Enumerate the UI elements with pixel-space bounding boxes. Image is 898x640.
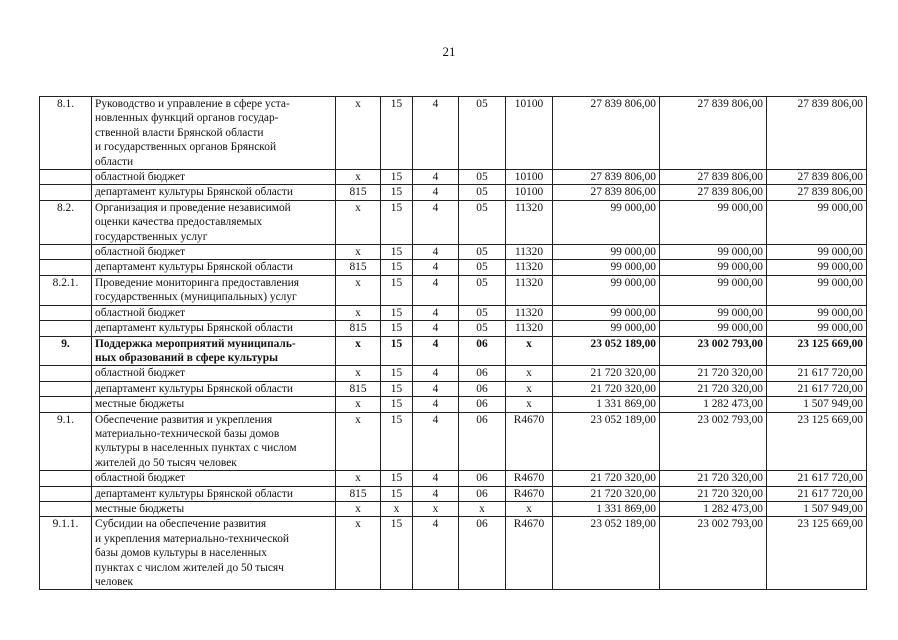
cell-code-admin: 815: [336, 185, 381, 200]
cell-item-name-line: ных образований в сфере культуры: [95, 351, 278, 364]
cell-code-program: 15: [381, 260, 413, 275]
cell-item-number: 9.1.: [40, 412, 92, 471]
cell-item-name: [92, 275, 336, 305]
cell-code-program: 15: [381, 486, 413, 501]
cell-code-direction: х: [506, 501, 553, 516]
cell-amount-year1: 23 052 189,00: [553, 517, 660, 590]
cell-item-name-line: областной бюджет: [95, 246, 185, 259]
cell-amount-year1: 1 331 869,00: [553, 397, 660, 412]
cell-code-program: х: [381, 501, 413, 516]
page-number: 21: [442, 44, 456, 59]
cell-amount-year2: 23 002 793,00: [660, 336, 767, 366]
cell-code-main-event: 05: [459, 200, 506, 244]
cell-item-number: [40, 305, 92, 320]
cell-item-name: [92, 200, 336, 244]
cell-code-main-event: 06: [459, 517, 506, 590]
cell-item-name: [92, 336, 336, 366]
cell-code-admin: х: [336, 366, 381, 381]
cell-item-name: [92, 321, 336, 336]
cell-item-name: [92, 97, 336, 170]
cell-amount-year3: 99 000,00: [767, 200, 867, 244]
cell-amount-year1: 21 720 320,00: [553, 471, 660, 486]
table-row: [40, 260, 867, 275]
cell-item-name-line: материально-технической базы домов: [95, 427, 280, 440]
cell-code-subprogram: 4: [413, 260, 459, 275]
cell-item-name-line: и государственных органов Брянской: [95, 141, 277, 154]
cell-amount-year3: 21 617 720,00: [767, 471, 867, 486]
cell-code-subprogram: 4: [413, 97, 459, 170]
cell-code-program: 15: [381, 305, 413, 320]
cell-item-number: 8.1.: [40, 97, 92, 170]
cell-amount-year2: 99 000,00: [660, 200, 767, 244]
cell-code-program: 15: [381, 381, 413, 396]
cell-item-name: [92, 366, 336, 381]
cell-code-main-event: 05: [459, 275, 506, 305]
cell-amount-year1: 21 720 320,00: [553, 381, 660, 396]
cell-amount-year3: 99 000,00: [767, 260, 867, 275]
cell-amount-year2: 1 282 473,00: [660, 397, 767, 412]
cell-code-direction: 11320: [506, 260, 553, 275]
cell-code-admin: х: [336, 412, 381, 471]
cell-item-name-line: базы домов культуры в населенных: [95, 547, 267, 560]
cell-code-main-event: 06: [459, 471, 506, 486]
cell-item-name-line: жителей до 50 тысяч человек: [95, 456, 237, 469]
cell-code-subprogram: 4: [413, 412, 459, 471]
cell-code-admin: х: [336, 200, 381, 244]
cell-item-name-line: культуры в населенных пунктах с числом: [95, 442, 297, 455]
cell-item-number: [40, 170, 92, 185]
cell-amount-year2: 99 000,00: [660, 275, 767, 305]
cell-item-name-line: областной бюджет: [95, 171, 185, 184]
cell-code-direction: х: [506, 397, 553, 412]
cell-code-program: 15: [381, 321, 413, 336]
cell-code-admin: 815: [336, 321, 381, 336]
cell-item-number: [40, 185, 92, 200]
cell-amount-year3: 1 507 949,00: [767, 501, 867, 516]
cell-code-main-event: 05: [459, 185, 506, 200]
cell-amount-year3: 99 000,00: [767, 305, 867, 320]
cell-code-main-event: 06: [459, 366, 506, 381]
cell-code-direction: 11320: [506, 321, 553, 336]
cell-code-direction: 11320: [506, 200, 553, 244]
cell-code-subprogram: 4: [413, 381, 459, 396]
cell-item-name-line: департамент культуры Брянской области: [95, 322, 293, 335]
cell-code-program: 15: [381, 471, 413, 486]
cell-item-number: [40, 245, 92, 260]
table-row: [40, 381, 867, 396]
cell-amount-year2: 99 000,00: [660, 305, 767, 320]
cell-code-main-event: х: [459, 501, 506, 516]
cell-code-subprogram: 4: [413, 517, 459, 590]
cell-code-admin: 815: [336, 260, 381, 275]
cell-code-main-event: 06: [459, 397, 506, 412]
cell-code-subprogram: 4: [413, 397, 459, 412]
cell-code-direction: 10100: [506, 185, 553, 200]
table-row: [40, 366, 867, 381]
cell-item-name-line: человек: [95, 576, 134, 588]
cell-code-program: 15: [381, 412, 413, 471]
cell-item-number: 9.1.1.: [40, 517, 92, 590]
cell-item-number: [40, 486, 92, 501]
cell-amount-year3: 21 617 720,00: [767, 486, 867, 501]
cell-code-admin: х: [336, 336, 381, 366]
cell-item-number: [40, 321, 92, 336]
cell-amount-year3: 23 125 669,00: [767, 517, 867, 590]
cell-code-program: 15: [381, 336, 413, 366]
cell-item-name: [92, 397, 336, 412]
cell-code-subprogram: 4: [413, 170, 459, 185]
cell-item-name-line: и укрепления материально-технической: [95, 532, 290, 545]
cell-amount-year2: 23 002 793,00: [660, 412, 767, 471]
cell-code-main-event: 06: [459, 336, 506, 366]
cell-code-program: 15: [381, 366, 413, 381]
cell-item-name-line: ственной власти Брянской области: [95, 126, 264, 139]
cell-code-program: 15: [381, 275, 413, 305]
cell-amount-year2: 27 839 806,00: [660, 170, 767, 185]
cell-code-program: 15: [381, 245, 413, 260]
cell-code-admin: х: [336, 397, 381, 412]
cell-code-program: 15: [381, 97, 413, 170]
cell-code-program: 15: [381, 170, 413, 185]
table-row: [40, 501, 867, 516]
cell-amount-year3: 27 839 806,00: [767, 185, 867, 200]
cell-item-name-line: Организация и проведение независимой: [95, 201, 291, 214]
cell-code-admin: х: [336, 275, 381, 305]
cell-amount-year2: 23 002 793,00: [660, 517, 767, 590]
cell-code-main-event: 05: [459, 97, 506, 170]
cell-code-subprogram: х: [413, 501, 459, 516]
cell-code-subprogram: 4: [413, 321, 459, 336]
table-row: [40, 336, 867, 366]
cell-code-subprogram: 4: [413, 245, 459, 260]
cell-amount-year1: 21 720 320,00: [553, 366, 660, 381]
table-row: [40, 471, 867, 486]
cell-item-name-line: областной бюджет: [95, 472, 185, 485]
cell-amount-year3: 27 839 806,00: [767, 170, 867, 185]
cell-item-number: 8.2.1.: [40, 275, 92, 305]
cell-code-subprogram: 4: [413, 336, 459, 366]
cell-code-admin: 815: [336, 486, 381, 501]
table-row: [40, 97, 867, 170]
cell-amount-year1: 21 720 320,00: [553, 486, 660, 501]
cell-code-main-event: 05: [459, 170, 506, 185]
cell-amount-year3: 23 125 669,00: [767, 336, 867, 366]
table-row: [40, 517, 867, 590]
cell-code-main-event: 06: [459, 486, 506, 501]
cell-code-direction: 11320: [506, 305, 553, 320]
cell-amount-year3: 21 617 720,00: [767, 366, 867, 381]
cell-amount-year3: 99 000,00: [767, 245, 867, 260]
cell-code-subprogram: 4: [413, 486, 459, 501]
cell-amount-year3: 21 617 720,00: [767, 381, 867, 396]
cell-code-admin: х: [336, 305, 381, 320]
cell-item-name-line: Поддержка мероприятий муниципаль-: [95, 337, 296, 350]
cell-item-name: [92, 381, 336, 396]
cell-item-number: 8.2.: [40, 200, 92, 244]
cell-item-name-line: Руководство и управление в сфере уста-: [95, 98, 290, 110]
cell-item-name-line: департамент культуры Брянской области: [95, 186, 293, 199]
cell-item-number: [40, 381, 92, 396]
cell-item-name: [92, 185, 336, 200]
cell-code-main-event: 05: [459, 245, 506, 260]
cell-amount-year1: 99 000,00: [553, 321, 660, 336]
cell-amount-year1: 27 839 806,00: [553, 170, 660, 185]
cell-code-admin: 815: [336, 381, 381, 396]
cell-item-name-line: государственных (муниципальных) услуг: [95, 291, 297, 304]
cell-item-name-line: новленных функций органов государ-: [95, 112, 279, 125]
cell-code-direction: 11320: [506, 275, 553, 305]
cell-item-name-line: пунктах с числом жителей до 50 тысяч: [95, 561, 284, 574]
cell-amount-year1: 27 839 806,00: [553, 185, 660, 200]
table-row: [40, 397, 867, 412]
cell-code-subprogram: 4: [413, 185, 459, 200]
cell-item-name-line: департамент культуры Брянской области: [95, 382, 293, 395]
cell-item-name-line: оценки качества предоставляемых: [95, 216, 263, 229]
cell-code-subprogram: 4: [413, 200, 459, 244]
cell-item-name: [92, 412, 336, 471]
table-row: [40, 412, 867, 471]
cell-code-admin: х: [336, 170, 381, 185]
cell-item-name: [92, 501, 336, 516]
cell-amount-year2: 99 000,00: [660, 260, 767, 275]
cell-amount-year2: 27 839 806,00: [660, 185, 767, 200]
cell-item-number: [40, 366, 92, 381]
cell-code-direction: х: [506, 336, 553, 366]
cell-code-direction: х: [506, 381, 553, 396]
cell-code-main-event: 05: [459, 260, 506, 275]
cell-code-main-event: 05: [459, 305, 506, 320]
cell-code-direction: 11320: [506, 245, 553, 260]
cell-code-admin: х: [336, 501, 381, 516]
cell-amount-year2: 21 720 320,00: [660, 366, 767, 381]
cell-item-number: 9.: [40, 336, 92, 366]
cell-code-direction: R4670: [506, 471, 553, 486]
cell-amount-year3: 99 000,00: [767, 321, 867, 336]
cell-amount-year1: 23 052 189,00: [553, 412, 660, 471]
cell-amount-year3: 1 507 949,00: [767, 397, 867, 412]
cell-item-name-line: областной бюджет: [95, 367, 185, 380]
table-row: [40, 170, 867, 185]
cell-code-main-event: 06: [459, 412, 506, 471]
cell-code-subprogram: 4: [413, 471, 459, 486]
cell-item-name-line: Субсидии на обеспечение развития: [95, 518, 267, 531]
cell-amount-year1: 1 331 869,00: [553, 501, 660, 516]
cell-code-admin: х: [336, 517, 381, 590]
cell-code-program: 15: [381, 397, 413, 412]
cell-amount-year2: 99 000,00: [660, 321, 767, 336]
cell-item-number: [40, 260, 92, 275]
table-row: [40, 185, 867, 200]
cell-amount-year2: 1 282 473,00: [660, 501, 767, 516]
cell-code-program: 15: [381, 517, 413, 590]
cell-item-name-line: областной бюджет: [95, 306, 185, 319]
cell-item-name-line: Проведение мониторинга предоставления: [95, 276, 299, 289]
cell-amount-year3: 27 839 806,00: [767, 97, 867, 170]
table-row: [40, 200, 867, 244]
cell-code-direction: х: [506, 366, 553, 381]
cell-item-name: [92, 471, 336, 486]
cell-code-subprogram: 4: [413, 366, 459, 381]
cell-item-name: [92, 170, 336, 185]
cell-code-admin: х: [336, 245, 381, 260]
cell-code-direction: R4670: [506, 486, 553, 501]
cell-amount-year1: 99 000,00: [553, 275, 660, 305]
cell-amount-year1: 23 052 189,00: [553, 336, 660, 366]
budget-table-body: [40, 97, 867, 590]
table-row: [40, 486, 867, 501]
cell-amount-year2: 21 720 320,00: [660, 486, 767, 501]
cell-item-number: [40, 397, 92, 412]
cell-code-subprogram: 4: [413, 275, 459, 305]
cell-item-name: [92, 517, 336, 590]
cell-amount-year1: 99 000,00: [553, 200, 660, 244]
cell-item-name-line: местные бюджеты: [95, 398, 185, 411]
cell-code-main-event: 05: [459, 321, 506, 336]
table-row: [40, 275, 867, 305]
cell-amount-year2: 99 000,00: [660, 245, 767, 260]
cell-item-name: [92, 260, 336, 275]
cell-item-name-line: государственных услуг: [95, 230, 208, 243]
cell-amount-year1: 99 000,00: [553, 305, 660, 320]
cell-item-name: [92, 245, 336, 260]
cell-code-direction: R4670: [506, 412, 553, 471]
table-row: [40, 245, 867, 260]
cell-code-direction: 10100: [506, 170, 553, 185]
table-row: [40, 321, 867, 336]
cell-code-program: 15: [381, 200, 413, 244]
cell-item-name-line: Обеспечение развития и укрепления: [95, 413, 273, 426]
cell-amount-year2: 21 720 320,00: [660, 381, 767, 396]
cell-code-admin: х: [336, 97, 381, 170]
cell-item-name-line: области: [95, 155, 134, 168]
cell-code-subprogram: 4: [413, 305, 459, 320]
cell-amount-year1: 27 839 806,00: [553, 97, 660, 170]
cell-item-number: [40, 501, 92, 516]
cell-code-direction: R4670: [506, 517, 553, 590]
cell-item-name: [92, 486, 336, 501]
budget-table: [39, 96, 867, 590]
cell-amount-year3: 99 000,00: [767, 275, 867, 305]
cell-amount-year1: 99 000,00: [553, 260, 660, 275]
cell-item-name-line: департамент культуры Брянской области: [95, 261, 293, 274]
cell-item-number: [40, 471, 92, 486]
cell-amount-year2: 27 839 806,00: [660, 97, 767, 170]
cell-amount-year2: 21 720 320,00: [660, 471, 767, 486]
cell-amount-year1: 99 000,00: [553, 245, 660, 260]
cell-amount-year3: 23 125 669,00: [767, 412, 867, 471]
table-row: [40, 305, 867, 320]
cell-item-name: [92, 305, 336, 320]
cell-code-direction: 10100: [506, 97, 553, 170]
cell-code-main-event: 06: [459, 381, 506, 396]
cell-code-admin: х: [336, 471, 381, 486]
cell-code-program: 15: [381, 185, 413, 200]
cell-item-name-line: департамент культуры Брянской области: [95, 487, 293, 500]
cell-item-name-line: местные бюджеты: [95, 502, 185, 515]
